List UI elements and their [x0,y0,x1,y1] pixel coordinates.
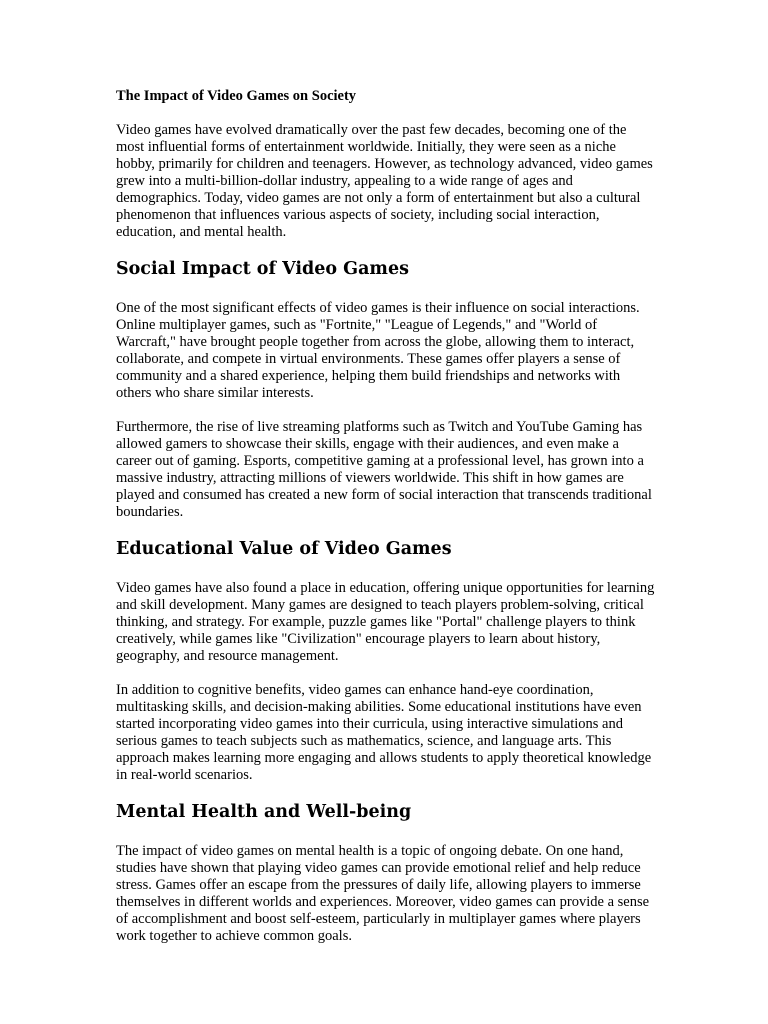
section-paragraph: Furthermore, the rise of live streaming platforms such as Twitch and YouTube Gaming has allowed gamers to showcase their skills, engage with their audiences, and even make a career out of gaming. Esports, competitive gaming at a professional level, has grown into a massive industry, attracting millions of viewers worldwide. This shift in how games are played and consumed has created a new form of social interaction that transcends traditional boundaries. [116,419,652,520]
section-social-impact [116,258,656,521]
section-paragraph: The impact of video games on mental health is a topic of ongoing debate. On one hand, studies have shown that playing video games can provide emotional relief and help reduce stress. Games offer an escape from the pressures of daily life, allowing players to immerse themselves in different worlds and experiences. Moreover, video games can provide a sense of accomplishment and boost self-esteem, particularly in multiplayer games where players work together to achieve common goals. [116,843,650,944]
section-paragraph: In addition to cognitive benefits, video games can enhance hand-eye coordination, multitasking skills, and decision-making abilities. Some educational institutions have even started incorporating video games into their curricula, using interactive simulations and serious games to teach subjects such as mathematics, science, and language arts. This approach makes learning more engaging and allows students to apply theoretical knowledge in real-world scenarios. [116,682,652,783]
section-paragraph: Video games have also found a place in education, offering unique opportunities for learning and skill development. Many games are designed to teach players problem-solving, critical thinking, and strategy. For example, puzzle games like "Portal" challenge players to think creatively, while games like "Civilization" encourage players to learn about history, geography, and resource management. [116,580,655,664]
intro-paragraph: Video games have evolved dramatically over the past few decades, becoming one of the most influential forms of entertainment worldwide. Initially, they were seen as a niche hobby, primarily for children and teenagers. However, as technology advanced, video games grew into a multi-billion-dollar industry, appealing to a wide range of ages and demographics. Today, video games are not only a form of entertainment but also a cultural phenomenon that influences various aspects of society, including social interaction, education, and mental health. [116,122,653,240]
section-heading: Social Impact of Video Games [116,259,409,279]
section-educational-value [116,538,656,784]
section-paragraph: One of the most significant effects of video games is their influence on social interactions. Online multiplayer games, such as "Fortnite," "League of Legends," and "World of Warcraft," have brought people together from across the globe, allowing them to interact, collaborate, and compete in virtual environments. These games offer players a sense of community and a shared experience, helping them build friendships and networks with others who share similar interests. [116,300,640,401]
section-heading: Educational Value of Video Games [116,539,452,559]
section-heading: Mental Health and Well-being [116,802,412,822]
document-page [116,88,656,962]
section-mental-health [116,801,656,945]
document-title: The Impact of Video Games on Society [116,88,357,104]
